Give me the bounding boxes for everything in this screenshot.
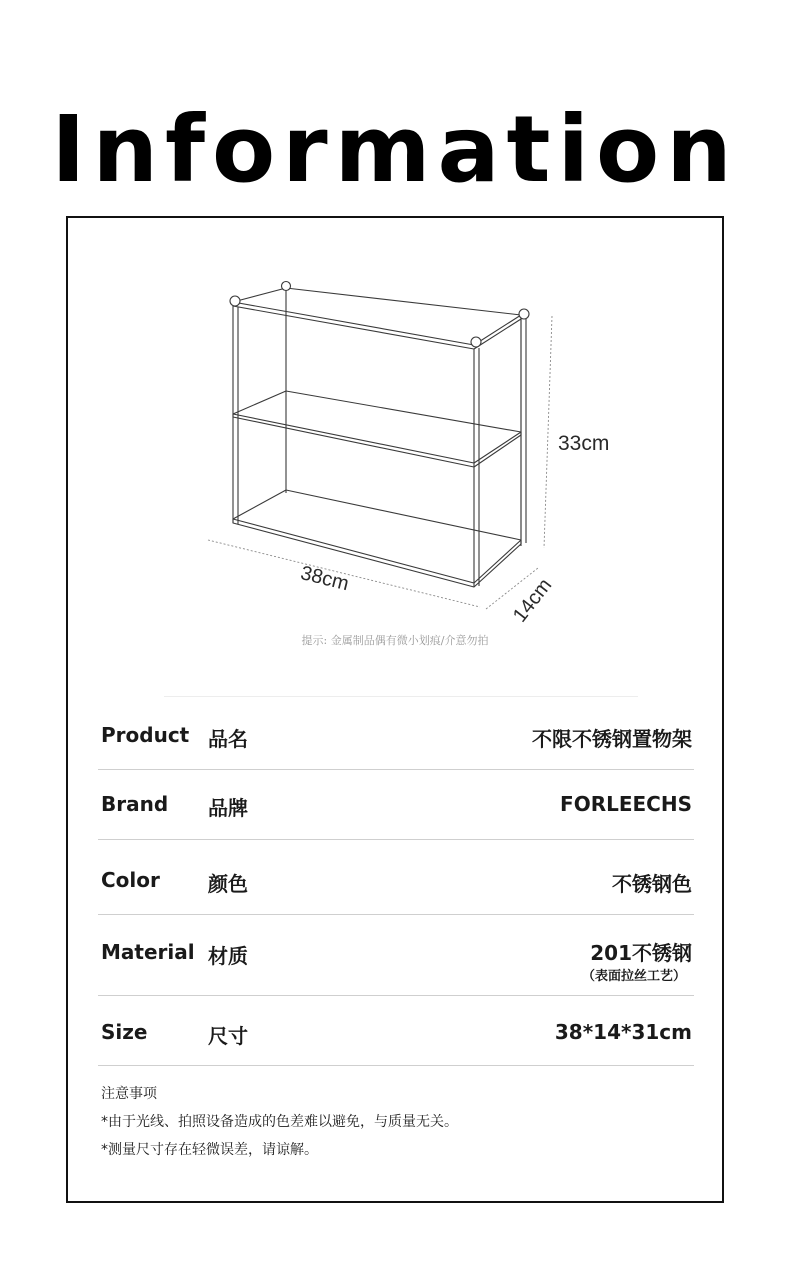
shelf-bottom-board-edge	[233, 519, 521, 587]
scratch-tip: 提示: 金属制品偶有微小划痕/介意勿拍	[301, 634, 489, 647]
shelf-bottom-board	[233, 490, 521, 583]
spec-row-product	[98, 700, 694, 770]
spec-value: 201不锈钢	[590, 941, 692, 965]
spec-row-brand	[98, 770, 694, 840]
spec-label-cn: 品牌	[208, 796, 248, 820]
notes-title: 注意事项	[101, 1086, 157, 1102]
divider	[164, 696, 638, 697]
post-cap	[230, 296, 240, 306]
shelf-top-board	[233, 288, 521, 345]
spec-label-cn: 颜色	[208, 872, 248, 896]
spec-row-color	[98, 840, 694, 915]
spec-label-cn: 材质	[208, 944, 248, 968]
notes-line: *测量尺寸存在轻微误差，请谅解。	[101, 1142, 318, 1158]
post-cap	[519, 309, 529, 319]
info-frame	[66, 216, 724, 1203]
spec-row-size	[98, 996, 694, 1066]
shelf-illustration	[68, 218, 722, 678]
notes-line: *由于光线、拍照设备造成的色差难以避免，与质量无关。	[101, 1114, 458, 1130]
spec-label-en: Color	[101, 868, 160, 892]
depth-label: 14cm	[508, 574, 557, 627]
width-label: 38cm	[298, 562, 352, 596]
spec-label-cn: 品名	[208, 727, 248, 751]
spec-label-en: Product	[101, 723, 190, 747]
spec-row-material	[98, 915, 694, 996]
spec-label-en: Size	[101, 1020, 148, 1044]
notes-section	[101, 1080, 691, 1164]
shelf-middle-board	[233, 391, 521, 463]
post-cap	[282, 282, 291, 291]
page-title: Information	[51, 96, 739, 203]
post-cap	[471, 337, 481, 347]
height-dimension-line	[544, 316, 552, 548]
spec-value: 不限不锈钢置物架	[532, 727, 692, 751]
spec-label-cn: 尺寸	[208, 1024, 248, 1048]
spec-value-note: （表面拉丝工艺）	[581, 969, 686, 984]
height-label: 33cm	[558, 432, 610, 455]
shelf-middle-board-edge	[233, 414, 521, 467]
spec-label-en: Material	[101, 940, 195, 964]
spec-label-en: Brand	[101, 792, 169, 816]
spec-value: 38*14*31cm	[554, 1020, 692, 1044]
spec-value: FORLEECHS	[560, 792, 692, 816]
spec-value: 不锈钢色	[612, 872, 692, 896]
